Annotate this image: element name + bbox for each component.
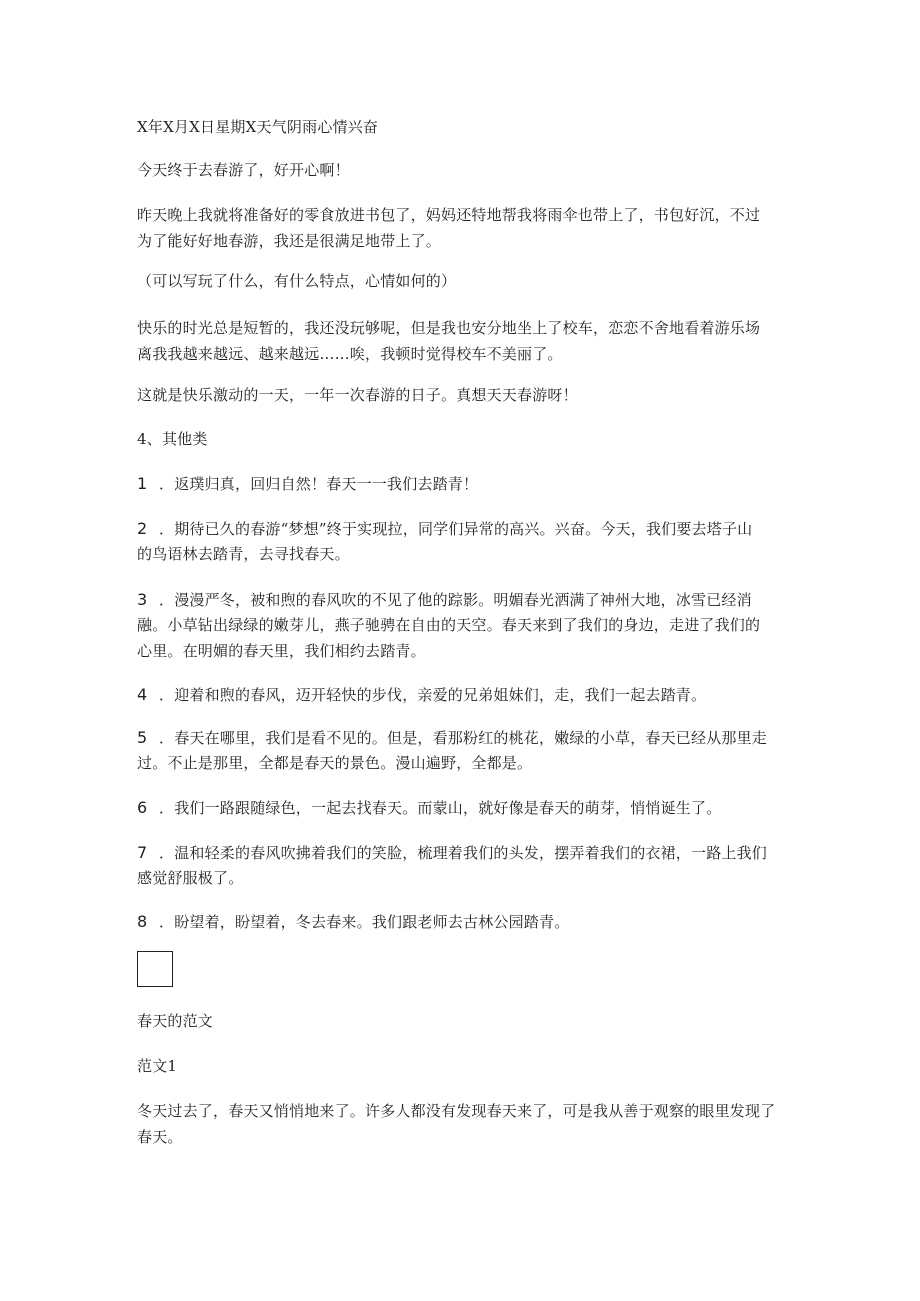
section-title: 4、其他类 bbox=[137, 430, 208, 448]
list-item-text: ．返璞归真，回归自然！春天一一我们去踏青！ bbox=[159, 475, 479, 493]
list-item bbox=[137, 906, 797, 938]
opening-paragraph: 今天终于去春游了，好开心啊！ bbox=[137, 161, 350, 179]
prep-paragraph-line-1: 昨天晚上我就将准备好的零食放进书包了，妈妈还特地帮我将雨伞也带上了，书包好沉，不过 bbox=[137, 206, 761, 224]
list-item-number: 8 bbox=[137, 912, 148, 931]
list-item-number: 4 bbox=[137, 685, 148, 704]
ending-paragraph-line-1: 快乐的时光总是短暂的，我还没玩够呢，但是我也安分地坐上了校车，恋恋不舍地看着游乐场 bbox=[137, 319, 761, 337]
list-item-number: 1 bbox=[137, 474, 148, 493]
essay-title: 春天的范文 bbox=[137, 1012, 214, 1030]
list-item-number: 7 bbox=[137, 843, 148, 862]
empty-box-icon bbox=[137, 951, 173, 987]
list-item-number: 6 bbox=[137, 798, 148, 817]
list-item-text: ．漫漫严冬，被和煦的春风吹的不见了他的踪影。明媚春光洒满了神州大地，冰雪已经消 bbox=[159, 591, 752, 609]
summary-paragraph: 这就是快乐激动的一天，一年一次春游的日子。真想天天春游呀！ bbox=[137, 386, 578, 404]
list-item-number: 5 bbox=[137, 728, 148, 747]
list-item-continuation: 过。不止是那里，全都是春天的景色。漫山遍野，全都是。 bbox=[137, 754, 533, 772]
essay-paragraph-line-1: 冬天过去了，春天又悄悄地来了。许多人都没有发现春天来了，可是我从善于观察的眼里发现了 bbox=[137, 1102, 776, 1120]
essay-subtitle: 范文1 bbox=[137, 1057, 178, 1075]
list-item-text: ．春天在哪里，我们是看不见的。但是，看那粉红的桃花，嫩绿的小草，春天已经从那里走 bbox=[159, 729, 768, 747]
list-item bbox=[137, 792, 797, 824]
prep-paragraph-line-2: 为了能好好地春游，我还是很满足地带上了。 bbox=[137, 232, 442, 250]
list-item-continuation: 融。小草钻出绿绿的嫩芽儿，燕子驰骋在自由的天空。春天来到了我们的身边，走进了我们的 bbox=[137, 616, 761, 634]
hint-paragraph: （可以写玩了什么，有什么特点，心情如何的） bbox=[137, 272, 457, 290]
list-item-continuation: 心里。在明媚的春天里，我们相约去踏青。 bbox=[137, 642, 426, 660]
diary-header: X年X月X日星期X天气阴雨心情兴奋 bbox=[137, 118, 379, 136]
list-item-number: 3 bbox=[137, 590, 148, 609]
list-item-text: ．迎着和煦的春风，迈开轻快的步伐，亲爱的兄弟姐妹们，走，我们一起去踏青。 bbox=[159, 686, 707, 704]
list-item-number: 2 bbox=[137, 519, 148, 538]
list-item-text: ．我们一路跟随绿色，一起去找春天。而蒙山，就好像是春天的萌芽，悄悄诞生了。 bbox=[159, 799, 722, 817]
list-item-text: ．盼望着，盼望着，冬去春来。我们跟老师去古林公园踏青。 bbox=[159, 913, 570, 931]
essay-paragraph-line-2: 春天。 bbox=[137, 1128, 183, 1146]
list-item-text: ．温和轻柔的春风吹拂着我们的笑脸，梳理着我们的头发，摆弄着我们的衣裙，一路上我们 bbox=[159, 844, 768, 862]
list-item bbox=[137, 679, 797, 711]
list-item-text: ．期待已久的春游“梦想”终于实现拉，同学们异常的高兴。兴奋。今天，我们要去塔子山 bbox=[159, 520, 753, 538]
list-item-continuation: 感觉舒服极了。 bbox=[137, 869, 244, 887]
list-item bbox=[137, 468, 797, 500]
ending-paragraph-line-2: 离我我越来越远、越来越远……唉，我顿时觉得校车不美丽了。 bbox=[137, 345, 563, 363]
list-item-continuation: 的鸟语林去踏青，去寻找春天。 bbox=[137, 545, 350, 563]
